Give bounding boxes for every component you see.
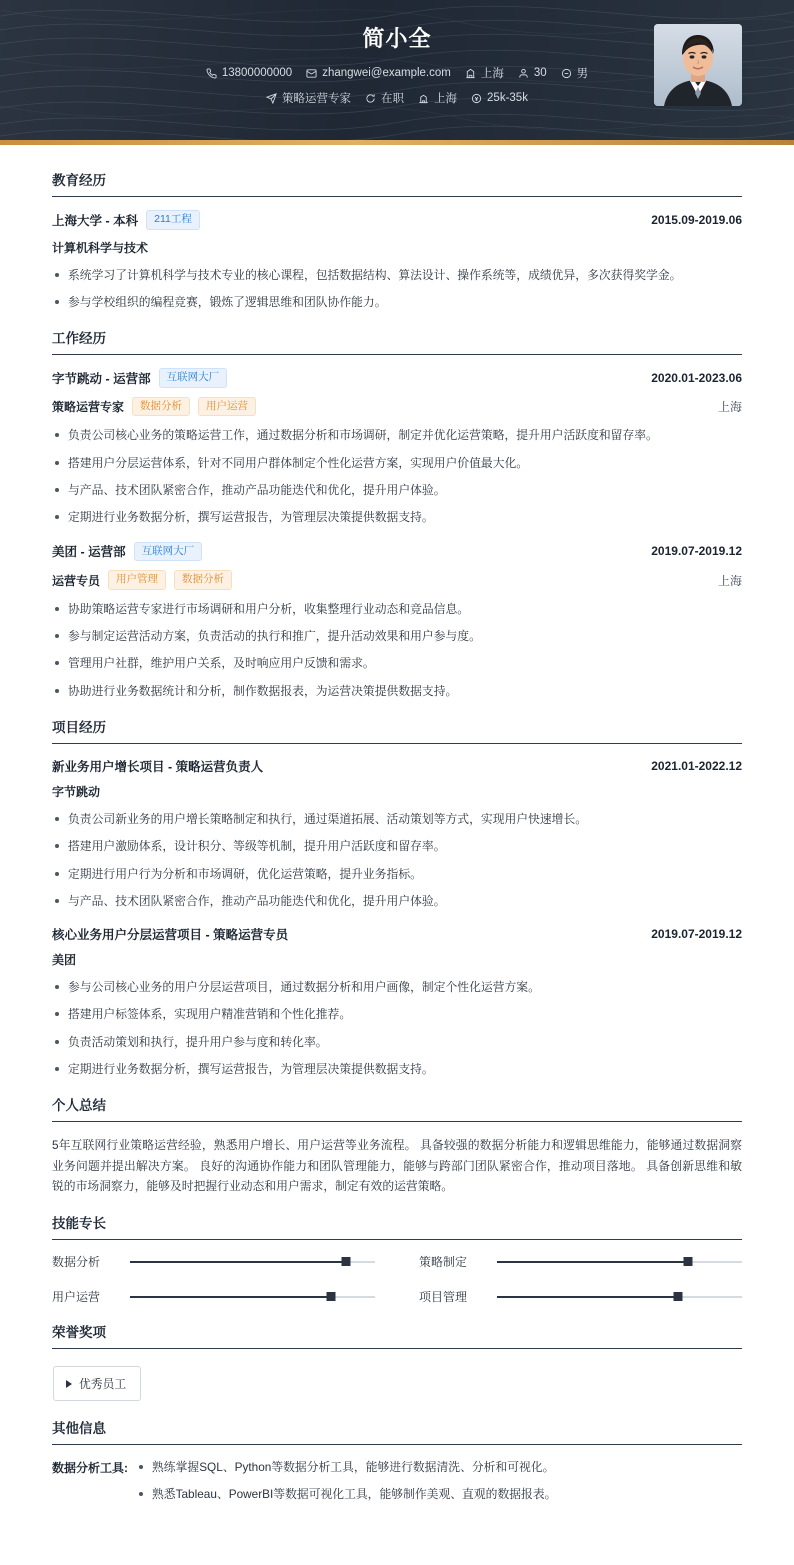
- contact-location-text: 上海: [480, 68, 504, 80]
- slider-fill: [130, 1296, 331, 1298]
- job-status-text: 在职: [381, 93, 405, 105]
- contact-phone: [206, 67, 292, 79]
- other-key: 数据分析工具:: [52, 1461, 128, 1476]
- section-skills: [52, 1212, 742, 1305]
- city-icon: [418, 93, 429, 104]
- contact-gender-text: 男: [576, 68, 589, 80]
- award-item[interactable]: [53, 1366, 141, 1401]
- job-salary-text: 25k-35k: [487, 92, 528, 104]
- slider-fill: [497, 1296, 678, 1298]
- avatar-photo-icon: [654, 24, 742, 106]
- skill-label: 数据分析: [52, 1255, 101, 1270]
- work-entry: [52, 542, 742, 700]
- other-entry: [52, 1458, 742, 1513]
- list-item: 协助进行业务数据统计和分析，制作数据报表，为运营决策提供数据支持。: [52, 682, 742, 700]
- section-title-other: 其他信息: [52, 1417, 742, 1445]
- job-salary-meta: [471, 92, 528, 104]
- list-item: 负责公司核心业务的策略运营工作，通过数据分析和市场调研，制定并优化运营策略，提升用户活跃度和留存率。: [52, 426, 742, 444]
- education-date: 2015.09-2019.06: [651, 212, 742, 227]
- list-item: 参与学校组织的编程竞赛，锻炼了逻辑思维和团队协作能力。: [52, 293, 742, 311]
- work-tag: 互联网大厂: [159, 368, 228, 388]
- skill-item: [419, 1288, 742, 1305]
- section-other: [52, 1417, 742, 1513]
- list-item: 熟练掌握SQL、Python等数据分析工具，能够进行数据清洗、分析和可视化。: [136, 1458, 556, 1476]
- contact-phone-text: 13800000000: [221, 67, 293, 79]
- skill-label: 用户运营: [52, 1290, 101, 1305]
- list-item: 负责活动策划和执行，提升用户参与度和转化率。: [52, 1033, 742, 1051]
- skill-slider[interactable]: [497, 1290, 742, 1304]
- contact-age: [518, 67, 547, 79]
- project-org: 美团: [52, 953, 77, 968]
- work-position: 策略运营专家: [52, 400, 125, 415]
- section-title-projects: 项目经历: [52, 716, 742, 744]
- section-education: [52, 169, 742, 311]
- slider-fill: [497, 1261, 688, 1263]
- page-title: 简小全: [362, 26, 432, 51]
- education-bullets: [52, 266, 742, 312]
- skills-grid: [52, 1253, 742, 1305]
- contact-email: [306, 67, 451, 79]
- phone-icon: [206, 68, 217, 79]
- job-status-meta: [365, 90, 404, 106]
- work-bullets: [52, 426, 742, 526]
- job-city-meta: [418, 90, 457, 106]
- list-item: 协助策略运营专家进行市场调研和用户分析，收集整理行业动态和竞品信息。: [52, 600, 742, 618]
- list-item: 负责公司新业务的用户增长策略制定和执行，通过渠道拓展、活动策划等方式，实现用户快速增长。: [52, 810, 742, 828]
- work-skill-tag: 用户管理: [108, 570, 166, 590]
- slider-knob[interactable]: [341, 1257, 350, 1266]
- contact-location: [465, 65, 504, 81]
- user-icon: [518, 68, 529, 79]
- section-title-summary: 个人总结: [52, 1094, 742, 1122]
- status-icon: [365, 93, 376, 104]
- education-entry: [52, 210, 742, 311]
- list-item: 参与制定运营活动方案，负责活动的执行和推广，提升活动效果和用户参与度。: [52, 627, 742, 645]
- project-bullets: [52, 978, 742, 1078]
- work-skill-tag: 数据分析: [132, 397, 190, 417]
- caret-right-icon[interactable]: [66, 1380, 72, 1388]
- list-item: 与产品、技术团队紧密合作，推动产品功能迭代和优化，提升用户体验。: [52, 481, 742, 499]
- list-item: 定期进行业务数据分析，撰写运营报告，为管理层决策提供数据支持。: [52, 1060, 742, 1078]
- section-title-skills: 技能专长: [52, 1212, 742, 1240]
- avatar: [654, 24, 742, 106]
- contact-email-text: zhangwei@example.com: [322, 67, 451, 79]
- send-icon: [266, 93, 277, 104]
- slider-fill: [130, 1261, 346, 1263]
- list-item: 系统学习了计算机科学与技术专业的核心课程，包括数据结构、算法设计、操作系统等，成绩优异，多次获得奖学金。: [52, 266, 742, 284]
- work-company: 美团 - 运营部: [52, 545, 126, 560]
- work-date: 2019.07-2019.12: [651, 544, 742, 559]
- section-work: [52, 327, 742, 700]
- location-icon: [465, 68, 476, 79]
- project-date: 2019.07-2019.12: [651, 927, 742, 942]
- project-bullets: [52, 810, 742, 910]
- mail-icon: [306, 68, 317, 79]
- project-org: 字节跳动: [52, 785, 101, 800]
- job-title-text: 策略运营专家: [282, 93, 352, 105]
- skill-slider[interactable]: [130, 1255, 375, 1269]
- job-title-meta: [266, 90, 351, 106]
- list-item: 参与公司核心业务的用户分层运营项目，通过数据分析和用户画像，制定个性化运营方案。: [52, 978, 742, 996]
- list-item: 与产品、技术团队紧密合作，推动产品功能迭代和优化，提升用户体验。: [52, 892, 742, 910]
- section-title-work: 工作经历: [52, 327, 742, 355]
- work-skill-tag: 数据分析: [174, 570, 232, 590]
- list-item: 搭建用户标签体系，实现用户精准营销和个性化推荐。: [52, 1005, 742, 1023]
- section-title-awards: 荣誉奖项: [52, 1321, 742, 1349]
- work-tag: 互联网大厂: [134, 542, 203, 562]
- list-item: 熟悉Tableau、PowerBI等数据可视化工具，能够制作美观、直观的数据报表。: [136, 1485, 556, 1503]
- skill-item: [52, 1253, 375, 1270]
- project-entry: [52, 925, 742, 1078]
- list-item: 搭建用户分层运营体系，针对不同用户群体制定个性化运营方案，实现用户价值最大化。: [52, 454, 742, 472]
- contact-gender: [561, 65, 589, 81]
- project-title: 新业务用户增长项目 - 策略运营负责人: [52, 760, 264, 775]
- skill-item: [419, 1253, 742, 1270]
- gender-icon: [561, 68, 572, 79]
- list-item: 搭建用户激励体系，设计积分、等级等机制，提升用户活跃度和留存率。: [52, 837, 742, 855]
- project-entry: [52, 757, 742, 910]
- section-projects: [52, 716, 742, 1078]
- list-item: 定期进行用户行为分析和市场调研，优化运营策略，提升业务指标。: [52, 865, 742, 883]
- work-skill-tag: 用户运营: [198, 397, 256, 417]
- award-label: 优秀员工: [79, 1377, 127, 1392]
- list-item: 定期进行业务数据分析，撰写运营报告，为管理层决策提供数据支持。: [52, 508, 742, 526]
- education-school: 上海大学 - 本科: [52, 213, 139, 228]
- skill-label: 项目管理: [419, 1290, 468, 1305]
- work-location: 上海: [717, 573, 742, 588]
- resume-header: [0, 0, 794, 140]
- section-summary: [52, 1094, 742, 1196]
- work-entry: [52, 368, 742, 526]
- skill-slider[interactable]: [130, 1290, 375, 1304]
- section-title-education: 教育经历: [52, 169, 742, 197]
- job-city-text: 上海: [434, 93, 458, 105]
- slider-knob[interactable]: [674, 1292, 683, 1301]
- other-bullets: [136, 1458, 556, 1513]
- project-date: 2021.01-2022.12: [651, 759, 742, 774]
- section-awards: [52, 1321, 742, 1401]
- work-location: 上海: [717, 400, 742, 415]
- list-item: 管理用户社群，维护用户关系，及时响应用户反馈和需求。: [52, 654, 742, 672]
- work-bullets: [52, 600, 742, 700]
- contact-age-text: 30: [533, 67, 547, 79]
- slider-knob[interactable]: [326, 1292, 335, 1301]
- work-company: 字节跳动 - 运营部: [52, 372, 151, 387]
- skill-item: [52, 1288, 375, 1305]
- skill-slider[interactable]: [497, 1255, 742, 1269]
- education-major: 计算机科学与技术: [52, 240, 149, 255]
- work-position: 运营专员: [52, 573, 101, 588]
- salary-icon: [471, 93, 482, 104]
- education-tag: 211工程: [146, 210, 200, 230]
- resume-body: [0, 145, 794, 1543]
- slider-knob[interactable]: [684, 1257, 693, 1266]
- skill-label: 策略制定: [419, 1255, 468, 1270]
- work-date: 2020.01-2023.06: [651, 371, 742, 386]
- summary-text: 5年互联网行业策略运营经验，熟悉用户增长、用户运营等业务流程。 具备较强的数据分析能力和逻辑思维能力，能够通过数据洞察业务问题并提出解决方案。 良好的沟通协作能力和团队管理能力，能够与跨部门团队紧密合作，推动项目落地。 具备创新思维和敏锐的市场洞察力，能够及时把握行业动态和用户需求，制定有效的运营策略。: [52, 1138, 742, 1193]
- project-title: 核心业务用户分层运营项目 - 策略运营专员: [52, 928, 289, 943]
